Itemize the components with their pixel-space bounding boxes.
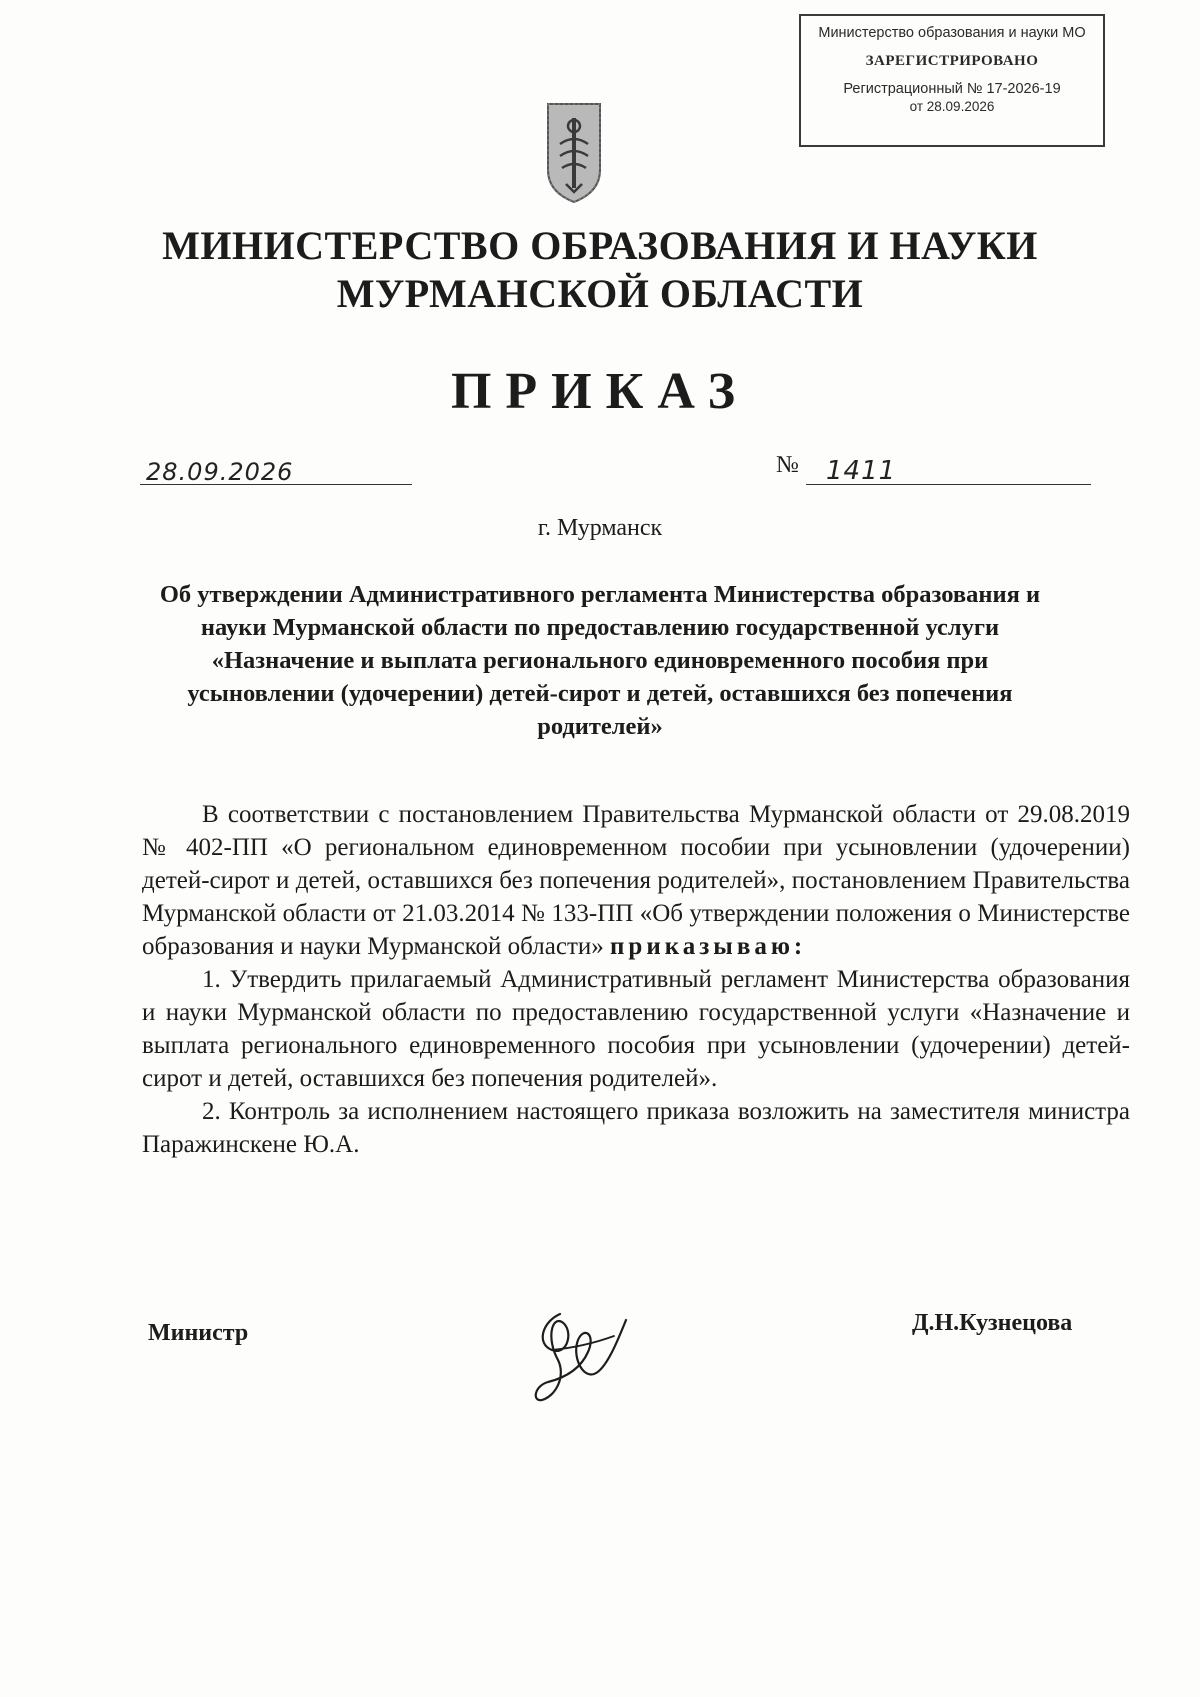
handwritten-date: 28.09.2026 xyxy=(146,458,294,486)
registration-stamp xyxy=(799,14,1105,147)
document-type: ПРИКАЗ xyxy=(450,363,750,420)
order-word: приказываю: xyxy=(610,933,807,960)
document-body xyxy=(142,798,1130,1161)
city: г. Мурманск xyxy=(537,515,663,541)
preamble-paragraph xyxy=(142,798,1130,963)
date-field xyxy=(140,454,412,485)
preamble-text: В соответствии с постановлением Правительства Мурманской области от 29.08.2019 № 402-ПП «О региональном единовременном пособии при усыновлении (удочерении) детей-сирот и детей, оставшихся без попечения родителей», постановлением Правительства Мурманской области от 21.03.2014 № 133-ПП «Об утверждении положения о Министерстве образования и науки Мурманской области» xyxy=(142,801,1130,960)
stamp-organization: Министерство образования и науки МО xyxy=(818,25,1086,41)
number-sign: № xyxy=(776,452,799,478)
ministry-line-2: МУРМАНСКОЙ ОБЛАСТИ xyxy=(336,271,864,316)
coat-of-arms-icon xyxy=(544,100,604,206)
signatory-position: Министр xyxy=(148,1320,249,1346)
ministry-name xyxy=(0,222,1200,318)
number-field xyxy=(806,454,1091,485)
handwritten-number: 1411 xyxy=(826,456,897,486)
signatory-name: Д.Н.Кузнецова xyxy=(912,1310,1073,1336)
handwritten-signature-icon xyxy=(522,1300,632,1408)
stamp-status: ЗАРЕГИСТРИРОВАНО xyxy=(865,53,1039,69)
order-item-2: 2. Контроль за исполнением настоящего приказа возложить на заместителя министра Паражинскене Ю.А. xyxy=(142,1098,1130,1158)
order-item-1: 1. Утвердить прилагаемый Административный регламент Министерства образования и науки Мурманской области по предоставлению государственной услуги «Назначение и выплата регионального единовременного пособия при усыновлении (удочерении) детей-сирот и детей, оставшихся без попечения родителей». xyxy=(142,966,1130,1092)
ministry-line-1: МИНИСТЕРСТВО ОБРАЗОВАНИЯ И НАУКИ xyxy=(162,223,1038,268)
document-subject: Об утверждении Административного регламента Министерства образования и науки Мурманской области по предоставлению государственной услуги «Назначение и выплата регионального единовременного пособия при усыновлении (удочерении) детей-сирот и детей, оставшихся без попечения родителей» xyxy=(159,581,1041,740)
stamp-registration-date: от 28.09.2026 xyxy=(909,99,995,114)
stamp-registration-number: Регистрационный № 17-2026-19 xyxy=(843,81,1061,97)
